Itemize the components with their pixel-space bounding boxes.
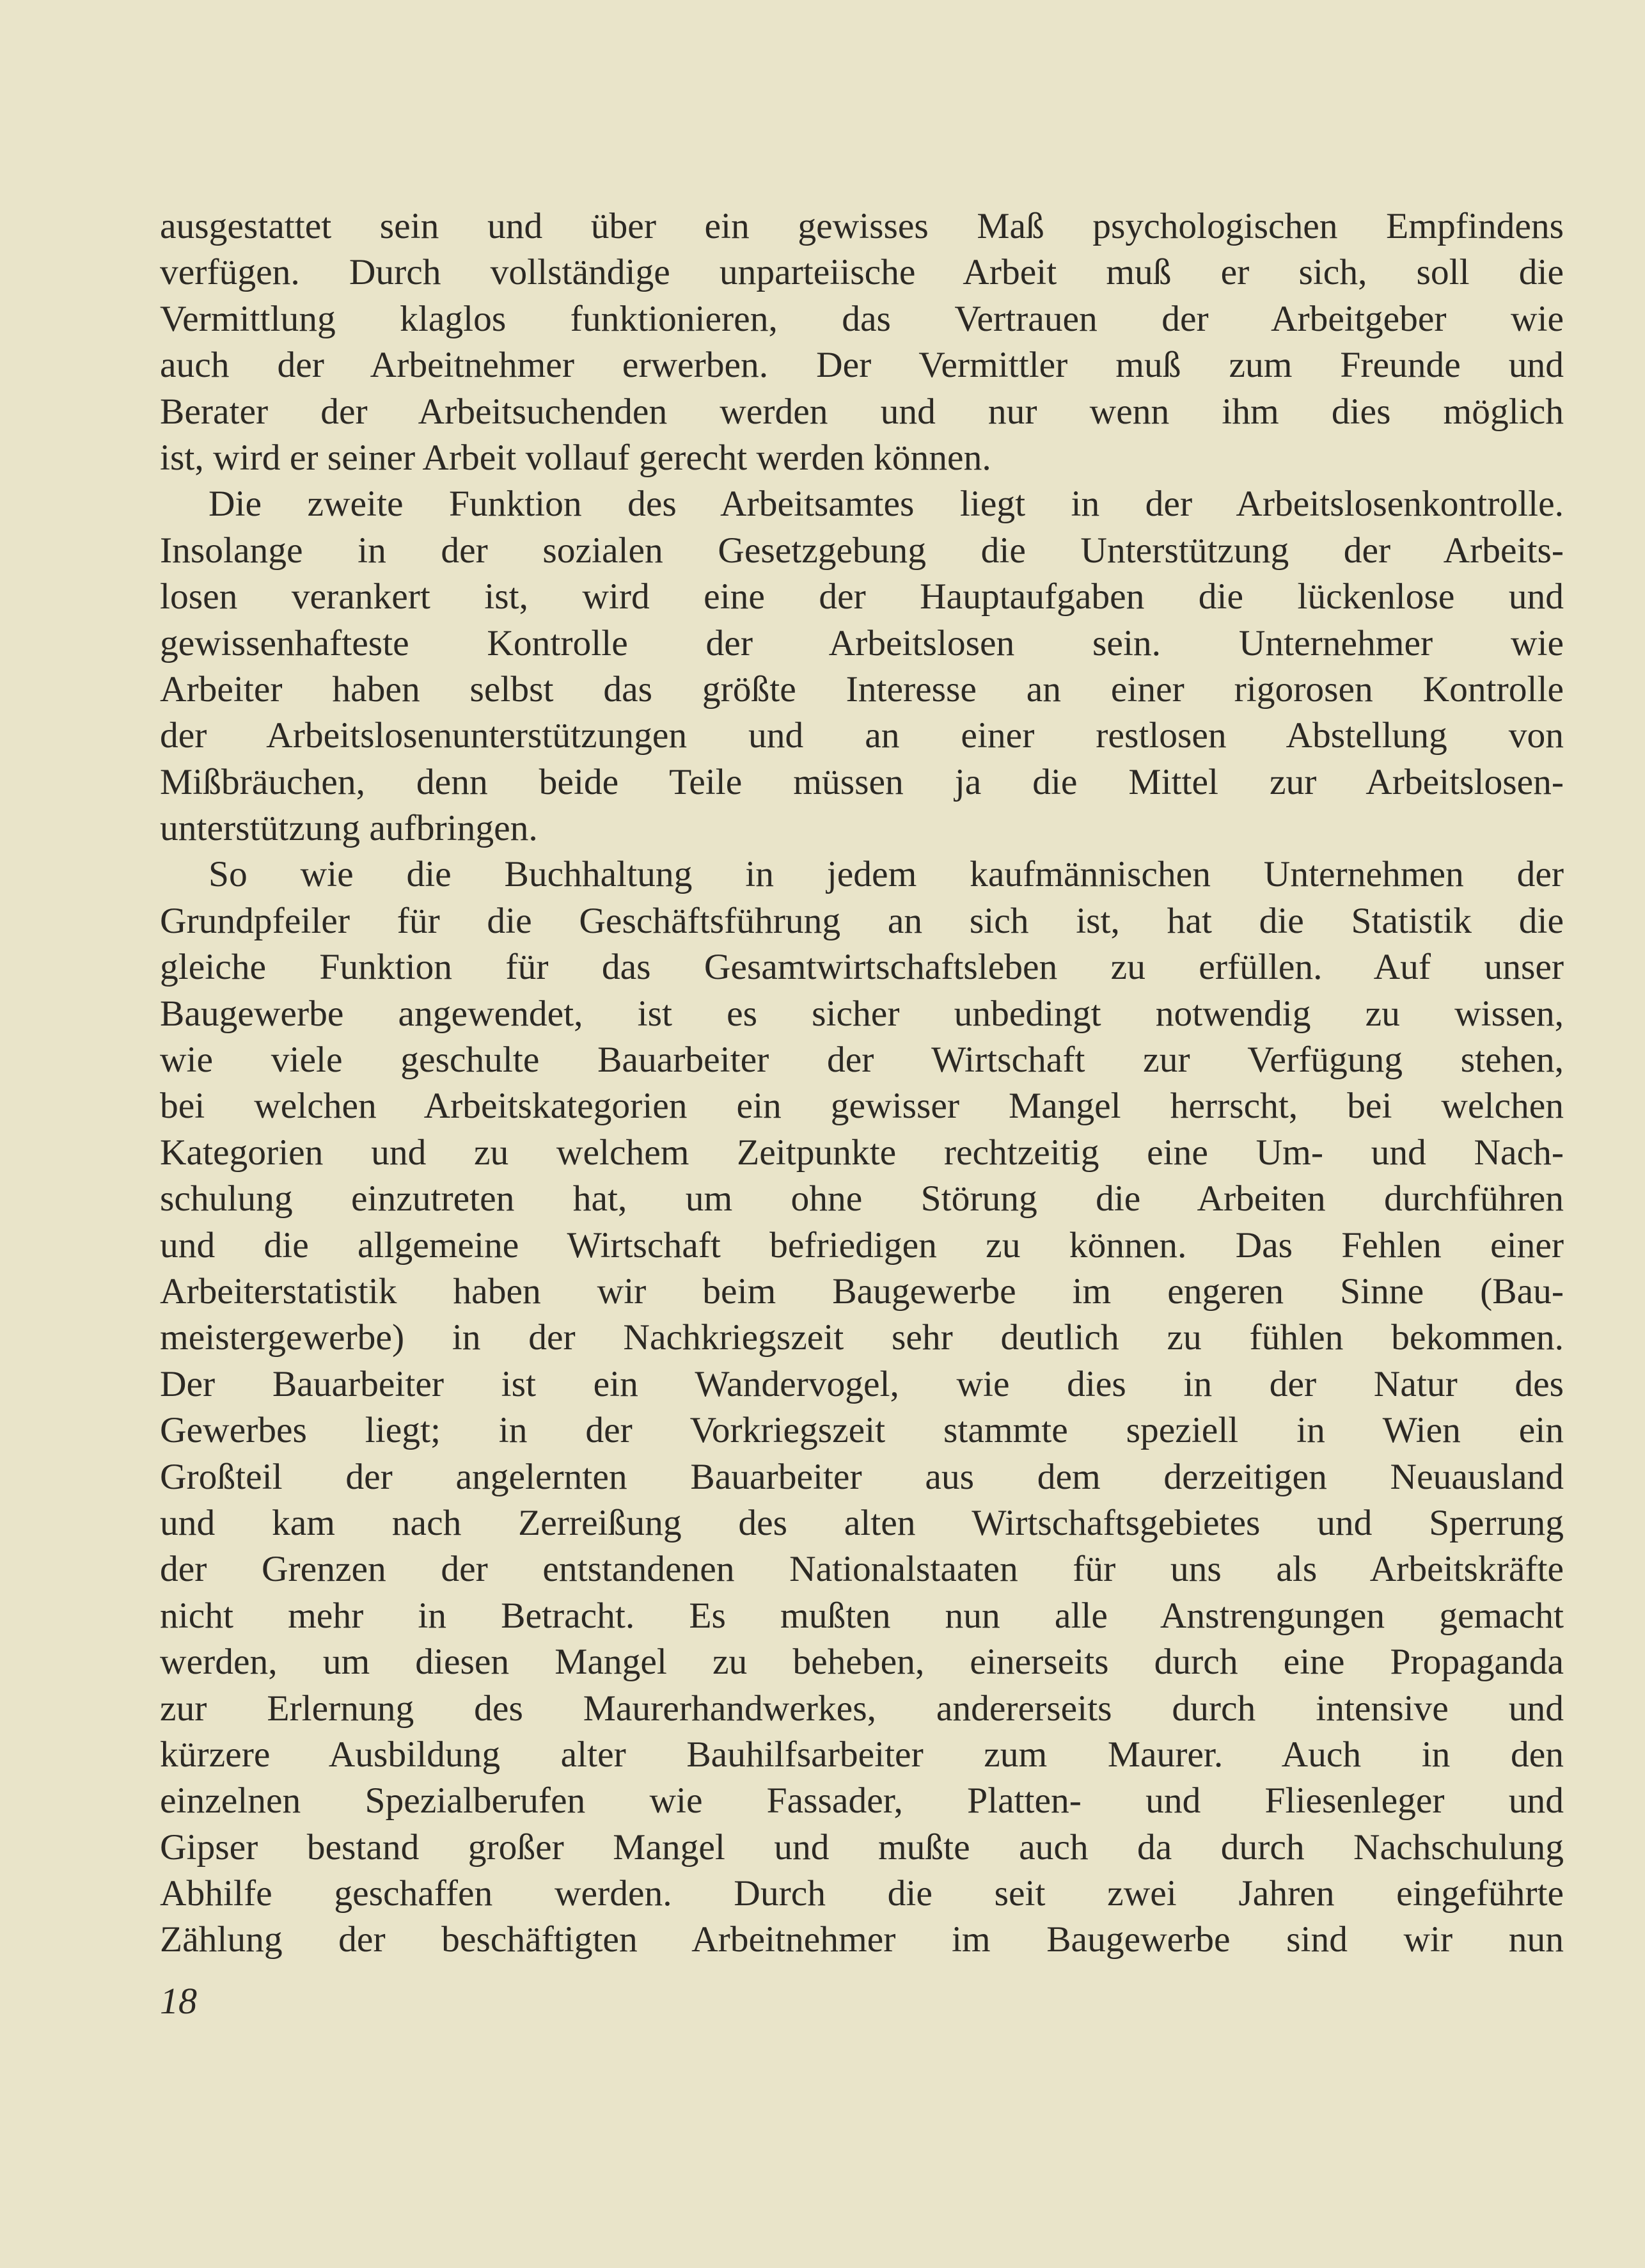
text-line: der Arbeitslosenunterstützungen und an einer restlosen Abstellung von <box>160 715 1564 756</box>
text-line: zur Erlernung des Maurerhandwerkes, andererseits durch intensive und <box>160 1688 1564 1729</box>
text-line: unterstützung aufbringen. <box>160 808 538 849</box>
text-line: verfügen. Durch vollständige unparteiische Arbeit muß er sich, soll die <box>160 252 1564 293</box>
text-line: meistergewerbe) in der Nachkriegszeit sehr deutlich zu fühlen bekommen. <box>160 1317 1564 1358</box>
text-line: Baugewerbe angewendet, ist es sicher unbedingt notwendig zu wissen, <box>160 993 1564 1034</box>
page-number: 18 <box>160 1980 197 2022</box>
text-line: So wie die Buchhaltung in jedem kaufmännischen Unternehmen der <box>209 854 1564 895</box>
text-line: werden, um diesen Mangel zu beheben, einerseits durch eine Propaganda <box>160 1642 1564 1683</box>
text-line: und die allgemeine Wirtschaft befriedigen zu können. Das Fehlen einer <box>160 1225 1564 1265</box>
text-line: ist, wird er seiner Arbeit vollauf gerecht werden können. <box>160 437 991 478</box>
text-line: Arbeiterstatistik haben wir beim Baugewerbe im engeren Sinne (Bau- <box>160 1271 1564 1312</box>
text-line: Zählung der beschäftigten Arbeitnehmer im Baugewerbe sind wir nun <box>160 1919 1564 1960</box>
text-line: einzelnen Spezialberufen wie Fassader, Platten- und Fliesenleger und <box>160 1780 1564 1821</box>
text-line: Kategorien und zu welchem Zeitpunkte rechtzeitig eine Um- und Nach- <box>160 1132 1564 1173</box>
text-line: schulung einzutreten hat, um ohne Störung die Arbeiten durchführen <box>160 1178 1564 1219</box>
text-line: Der Bauarbeiter ist ein Wandervogel, wie dies in der Natur des <box>160 1363 1564 1404</box>
text-line: der Grenzen der entstandenen Nationalstaaten für uns als Arbeitskräfte <box>160 1549 1564 1590</box>
text-line: Vermittlung klaglos funktionieren, das Vertrauen der Arbeitgeber wie <box>160 298 1564 339</box>
text-line: Mißbräuchen, denn beide Teile müssen ja die Mittel zur Arbeitslosen- <box>160 761 1564 802</box>
text-line: Berater der Arbeitsuchenden werden und nur wenn ihm dies möglich <box>160 391 1564 432</box>
text-line: gleiche Funktion für das Gesamtwirtschaftsleben zu erfüllen. Auf unser <box>160 947 1564 988</box>
text-line: Arbeiter haben selbst das größte Interesse an einer rigorosen Kontrolle <box>160 669 1564 710</box>
text-line: bei welchen Arbeitskategorien ein gewisser Mangel herrscht, bei welchen <box>160 1086 1564 1127</box>
text-line: kürzere Ausbildung alter Bauhilfsarbeiter zum Maurer. Auch in den <box>160 1734 1564 1775</box>
text-line: gewissenhafteste Kontrolle der Arbeitslosen sein. Unternehmer wie <box>160 623 1564 663</box>
text-line: auch der Arbeitnehmer erwerben. Der Vermittler muß zum Freunde und <box>160 345 1564 386</box>
text-line: und kam nach Zerreißung des alten Wirtschaftsgebietes und Sperrung <box>160 1502 1564 1543</box>
text-line: Die zweite Funktion des Arbeitsamtes liegt in der Arbeitslosenkontrolle. <box>209 484 1564 525</box>
text-line: losen verankert ist, wird eine der Hauptaufgaben die lückenlose und <box>160 576 1564 617</box>
text-line: ausgestattet sein und über ein gewisses Maß psychologischen Empfindens <box>160 206 1564 246</box>
text-line: wie viele geschulte Bauarbeiter der Wirtschaft zur Verfügung stehen, <box>160 1040 1564 1081</box>
text-line: Großteil der angelernten Bauarbeiter aus dem derzeitigen Neuausland <box>160 1456 1564 1497</box>
text-line: Abhilfe geschaffen werden. Durch die seit zwei Jahren eingeführte <box>160 1873 1564 1914</box>
text-line: Grundpfeiler für die Geschäftsführung an sich ist, hat die Statistik die <box>160 900 1564 941</box>
text-line: nicht mehr in Betracht. Es mußten nun alle Anstrengungen gemacht <box>160 1595 1564 1636</box>
body-text <box>160 203 1564 1963</box>
text-line: Insolange in der sozialen Gesetzgebung die Unterstützung der Arbeits- <box>160 530 1564 571</box>
text-line: Gipser bestand großer Mangel und mußte auch da durch Nachschulung <box>160 1827 1564 1868</box>
text-line: Gewerbes liegt; in der Vorkriegszeit stammte speziell in Wien ein <box>160 1410 1564 1451</box>
